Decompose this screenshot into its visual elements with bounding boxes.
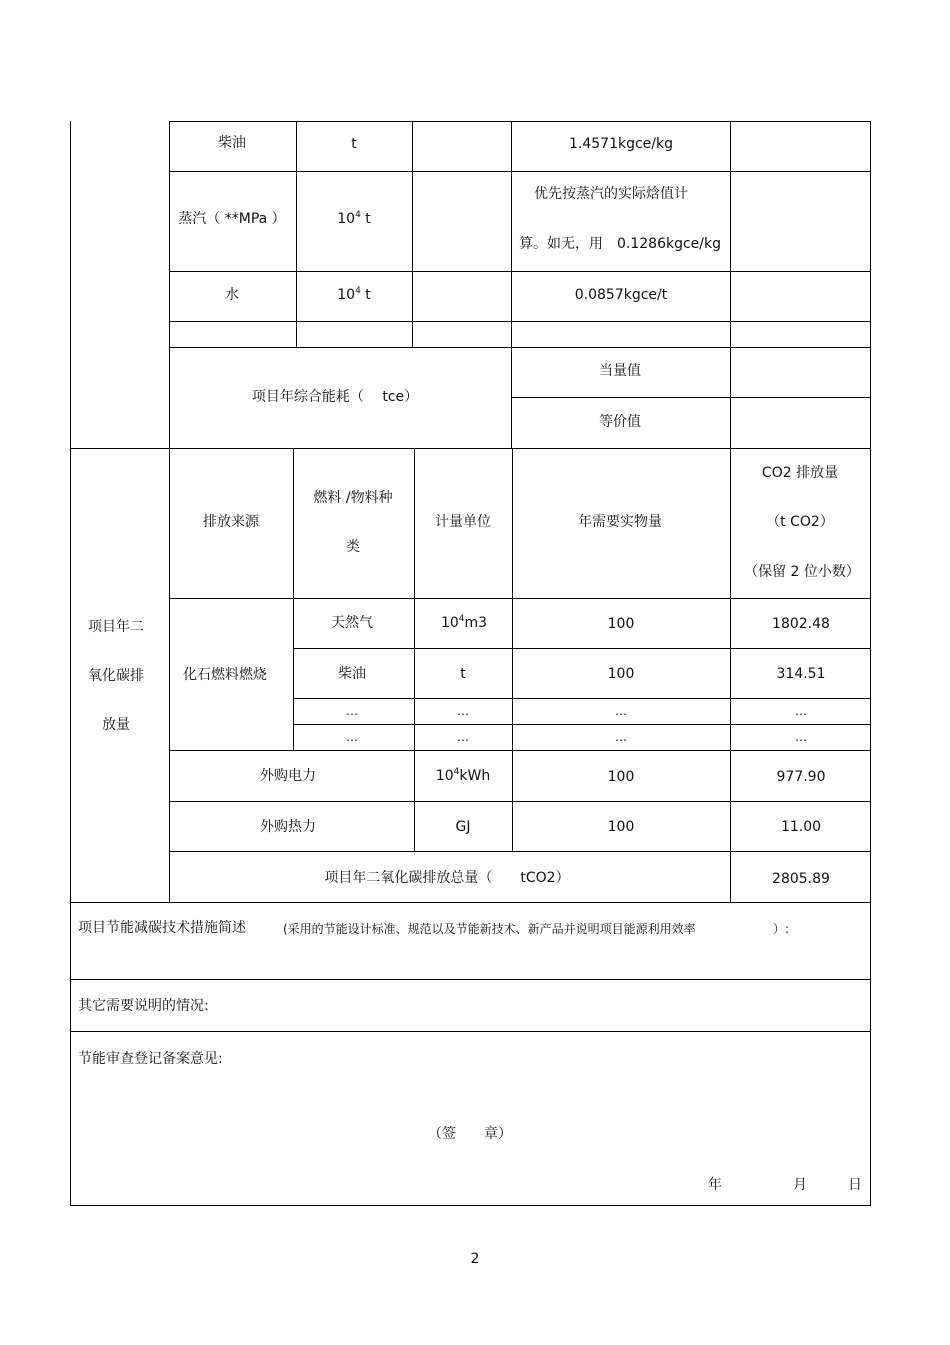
date-year: 年 [708,1177,722,1193]
other-label: 其它需要说明的情况: [78,998,209,1014]
header-co2-line3: （保留 2 位小数） [744,564,860,580]
co2-total-value: 2805.89 [772,871,830,887]
rule [70,979,871,980]
rule [170,851,871,852]
rule [296,121,297,347]
rule [412,121,413,347]
review-label: 节能审查登记备案意见: [78,1051,223,1067]
rule [170,171,871,172]
energy-name-water: 水 [225,287,239,303]
page-number: 2 [470,1251,480,1267]
header-co2-line2: （t CO2） [766,514,834,530]
total-energy-label: 项目年综合能耗（ tce） [251,389,419,405]
heat-unit: GJ [455,819,471,835]
rule [293,648,871,649]
rule [511,397,871,398]
seal-label: （签 章） [428,1126,512,1142]
fossil-fuel-diesel: 柴油 [338,666,366,682]
fossil-co2-diesel: 314.51 [776,666,826,682]
electricity-co2: 977.90 [776,769,826,785]
energy-name-diesel: 柴油 [218,135,246,151]
rule [170,801,871,802]
header-qty: 年需要实物量 [578,514,662,530]
rule [512,448,513,851]
energy-coef-steam-line1: 优先按蒸汽的实际焓值计 [534,186,688,202]
rule [70,1205,871,1206]
fossil-qty-diesel: 100 [607,666,635,682]
heat-label: 外购热力 [260,819,316,835]
energy-coef-diesel: 1.4571kgce/kg [568,136,674,152]
rule [511,121,512,448]
rule [170,750,871,751]
electricity-label: 外购电力 [260,768,316,784]
fossil-label: 化石燃料燃烧 [183,667,267,683]
co2-section-label-3: 放量 [102,717,130,733]
energy-coef-water: 0.0857kgce/t [574,287,668,303]
fossil-unit-more-1: … [457,704,469,718]
header-source: 排放来源 [203,514,259,530]
rule [70,121,71,1206]
rule [169,121,170,902]
rule [293,724,871,725]
fossil-co2-more-2: … [795,730,807,744]
rule [414,448,415,851]
rule [70,1031,871,1032]
rule [70,902,871,903]
header-fuel-line1: 燃料 /物料种 [313,490,393,506]
energy-coef-steam-line2: 算。如无，用 0.1286kgce/kg [518,236,722,252]
measures-note-end: ）: [773,922,790,936]
fossil-fuel-natural-gas: 天然气 [331,615,373,631]
fossil-qty-more-1: … [615,704,627,718]
energy-name-steam: 蒸汽（ **MPa ） [178,211,286,227]
rule [870,121,871,1206]
header-fuel-line2: 类 [346,539,360,555]
heat-co2: 11.00 [780,819,822,835]
rule [170,271,871,272]
measures-label: 项目节能减碳技术措施简述 [78,920,246,936]
fossil-co2-more-1: … [795,704,807,718]
rule [70,448,871,449]
rule [730,448,731,902]
rule [170,347,871,348]
co2-section-label-2: 氧化碳排 [88,668,144,684]
fossil-unit-more-2: … [457,730,469,744]
equal-price-label: 等价值 [599,414,641,430]
fossil-fuel-more-1: … [346,704,358,718]
co2-total-label: 项目年二氧化碳排放总量（ tCO2） [324,870,570,886]
fossil-qty-more-2: … [615,730,627,744]
fossil-qty-natural-gas: 100 [607,616,635,632]
energy-unit-steam: $10^4$ t [337,210,371,227]
heat-qty: 100 [607,819,635,835]
rule [170,121,871,122]
fossil-co2-natural-gas: 1802.48 [772,616,830,632]
fossil-unit-diesel: t [460,666,466,682]
fossil-fuel-more-2: … [346,730,358,744]
rule [293,448,294,750]
co2-section-label-1: 项目年二 [88,619,144,635]
rule [170,321,871,322]
header-co2-line1: CO2 排放量 [761,465,839,481]
rule [293,698,871,699]
rule [170,598,871,599]
rule [730,121,731,448]
equivalent-label: 当量值 [599,363,641,379]
energy-unit-diesel: t [351,136,357,152]
electricity-unit: $10^4kWh$ [435,767,491,784]
measures-note: (采用的节能设计标准、规范以及节能新技术、新产品并说明项目能源利用效率 [283,922,696,936]
header-unit: 计量单位 [435,514,491,530]
date-day: 日 [848,1177,862,1193]
energy-unit-water: $10^4$ t [337,286,371,303]
date-month: 月 [793,1177,807,1193]
fossil-unit-natural-gas: $10^4m3$ [440,614,488,631]
electricity-qty: 100 [607,769,635,785]
